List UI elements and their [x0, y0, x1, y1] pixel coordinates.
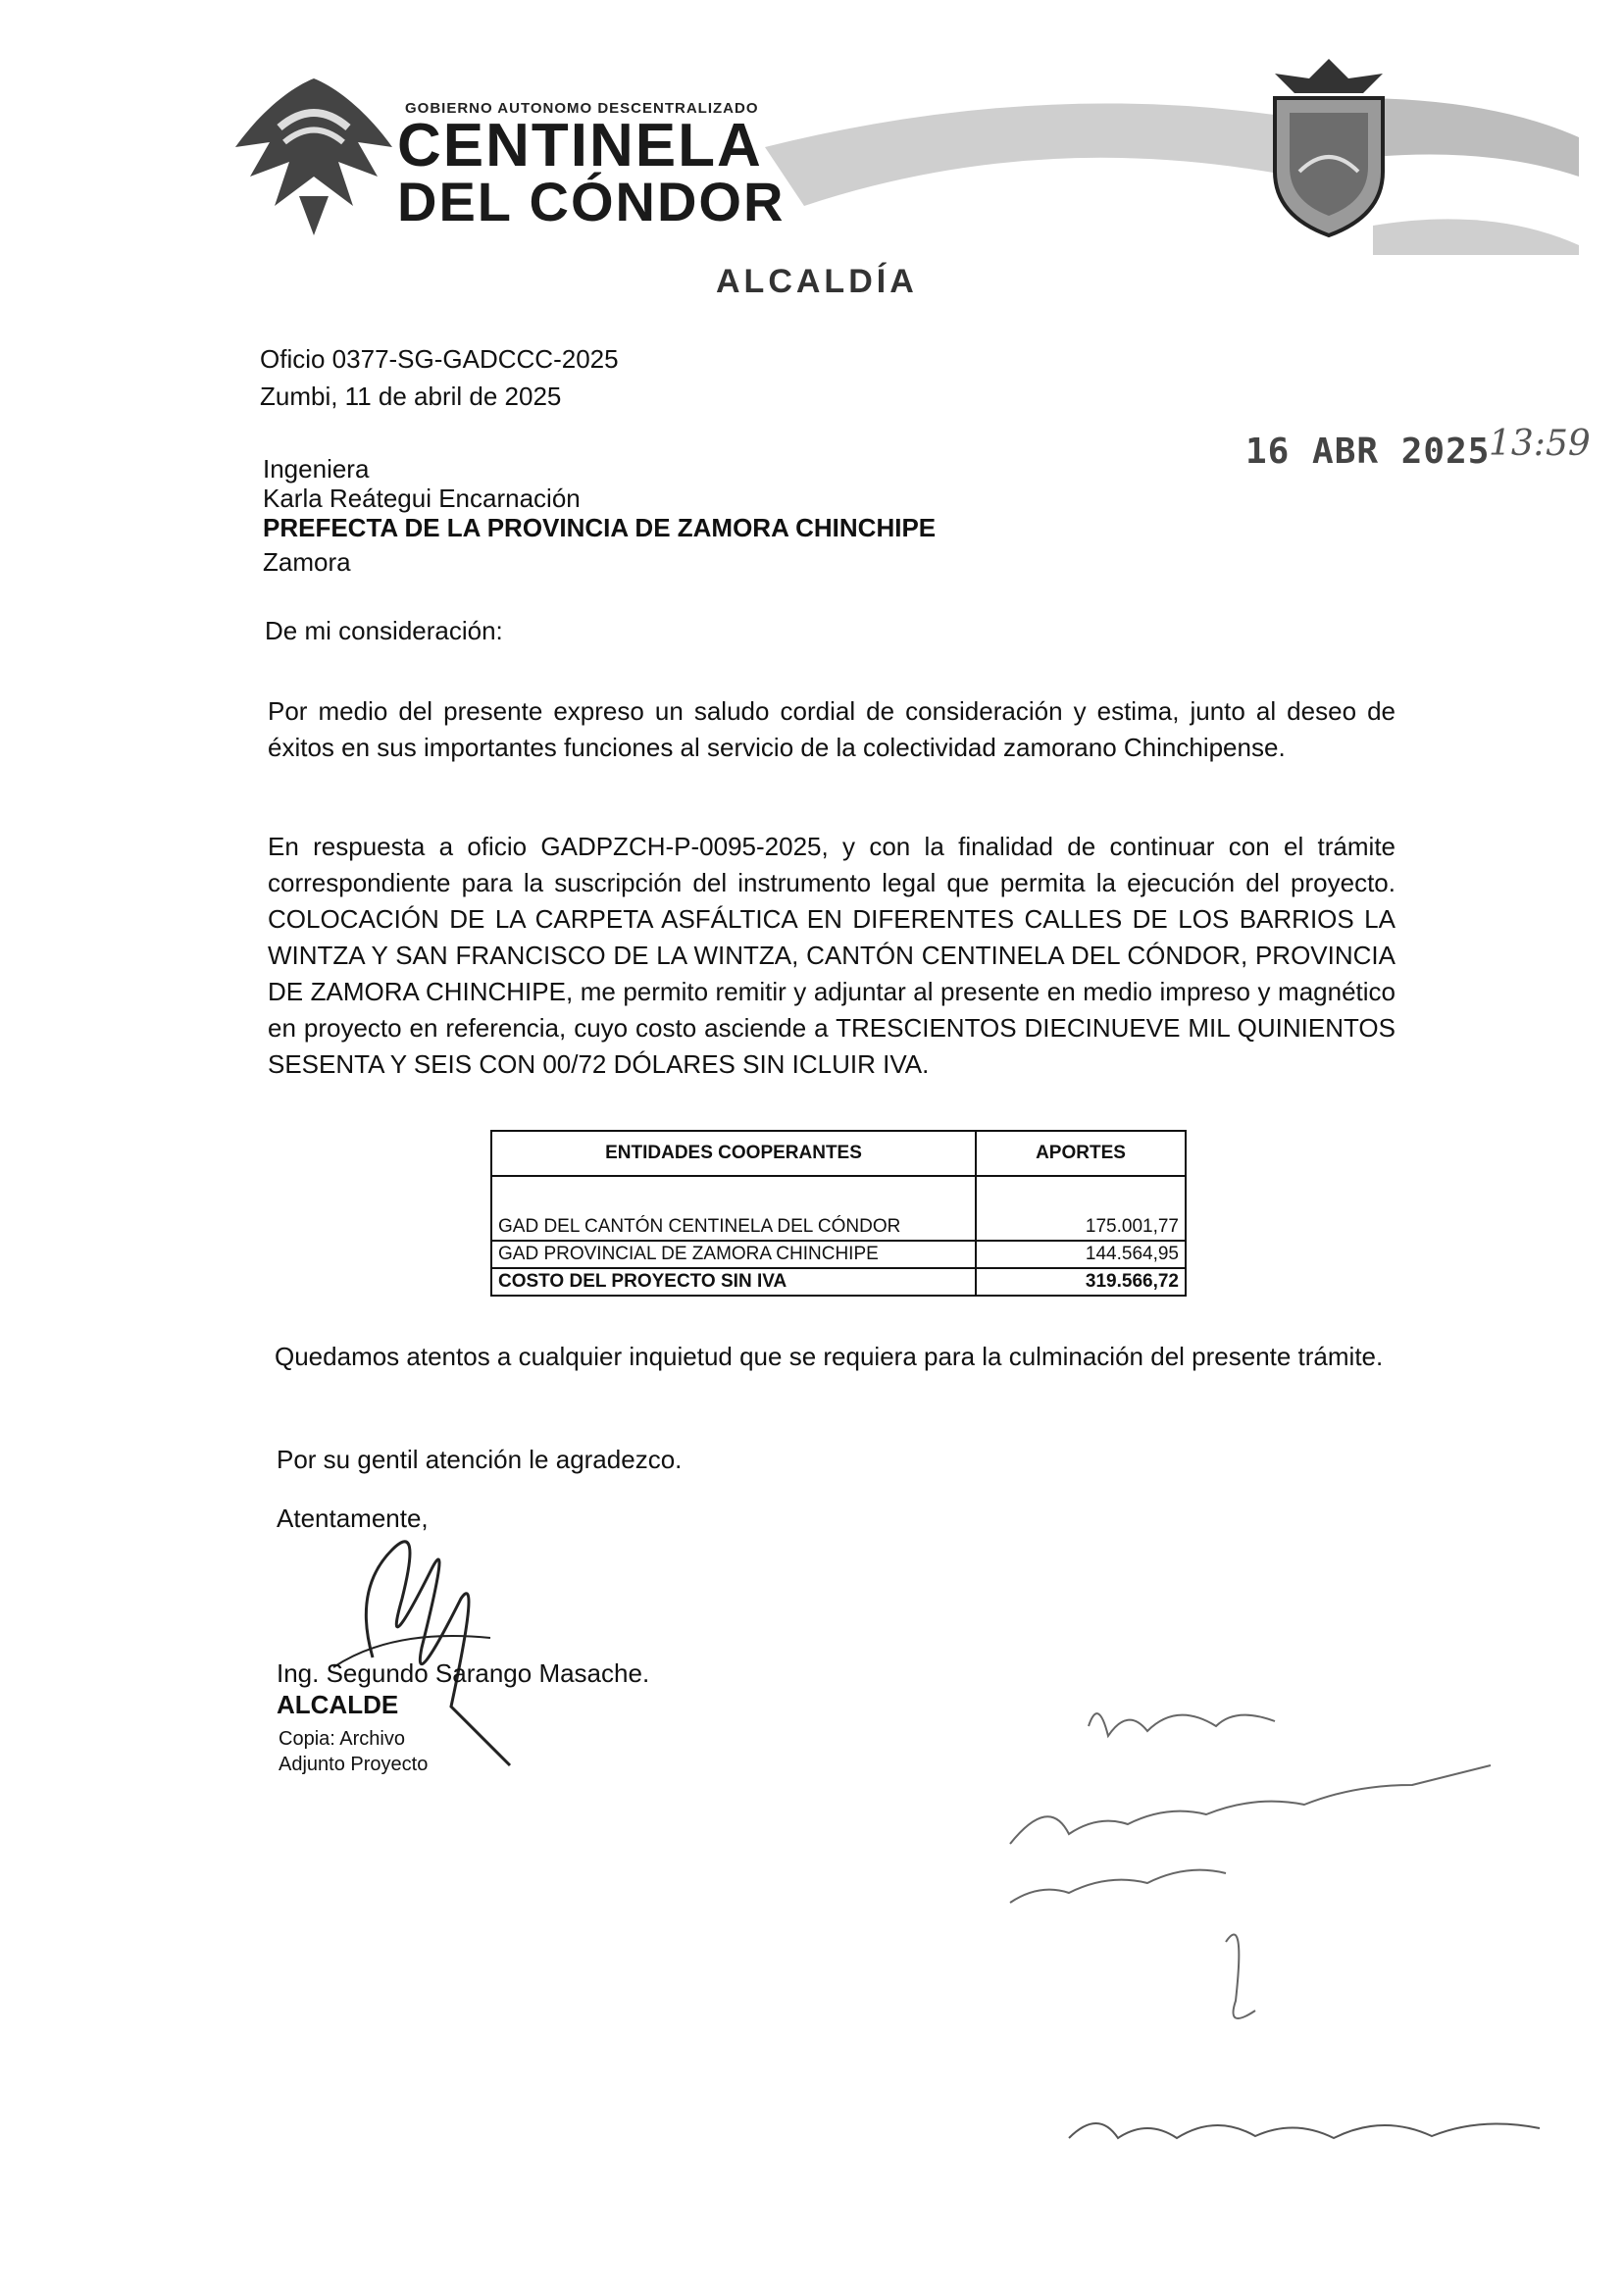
table-total-row	[491, 1268, 1186, 1296]
paragraph-4: Por su gentil atención le agradezco.	[277, 1445, 683, 1474]
paragraph-1: Por medio del presente expreso un saludo cordial de consideración y estima, junto al deseo de éxitos en sus importantes funciones al servicio de la colectividad zamorano Chinchipense.	[268, 696, 1396, 762]
letter-ref: Oficio 0377-SG-GADCCC-2025	[260, 344, 619, 374]
copy-note: Copia: Archivo	[279, 1728, 405, 1750]
table-header-amounts: APORTES	[976, 1131, 1186, 1176]
reception-stamp	[1177, 333, 1599, 588]
table-cell-amount: 175.001,77	[976, 1176, 1186, 1241]
coat-of-arms-icon	[1255, 54, 1402, 240]
section-title: ALCALDÍA	[716, 263, 918, 300]
header-name-line1: CENTINELA	[397, 112, 763, 179]
recipient-position: PREFECTA DE LA PROVINCIA DE ZAMORA CHINCHIPE	[263, 513, 937, 542]
signer-name: Ing. Segundo Sarango Masache.	[277, 1658, 650, 1688]
condor-logo-icon	[230, 69, 397, 240]
table-cell-entity: GAD DEL CANTÓN CENTINELA DEL CÓNDOR	[491, 1176, 976, 1241]
table-row	[491, 1176, 1186, 1241]
recipient-city: Zamora	[263, 547, 351, 577]
logo	[230, 69, 397, 240]
closing: Atentamente,	[277, 1504, 429, 1533]
table-row	[491, 1241, 1186, 1268]
table-cell-amount: 319.566,72	[976, 1268, 1186, 1296]
header-gov-line: GOBIERNO AUTONOMO DESCENTRALIZADO	[405, 100, 759, 117]
bottom-handwriting	[1059, 2099, 1549, 2158]
paragraph-2: En respuesta a oficio GADPZCH-P-0095-2025, y con la finalidad de continuar con el trámite correspondiente para la suscripción del instrumento legal que permita la ejecución del proyecto. COLOCACIÓN DE LA CARPETA ASFÁLTICA EN DIFERENTES CALLES DE LOS BARRIOS LA WINTZA Y SAN FRANCISCO DE LA WINTZA, CANTÓN CENTINELA DEL CÓNDOR, PROVINCIA DE ZAMORA CHINCHIPE, me permito remitir y adjuntar al presente en medio impreso y magnético en proyecto en referencia, cuyo costo asciende a TRESCIENTOS DIECINUEVE MIL QUINIENTOS SESENTA Y SEIS CON 00/72 DÓLARES SIN ICLUIR IVA.	[268, 832, 1396, 1079]
contributions-table	[490, 1130, 1187, 1297]
coat-of-arms	[1255, 54, 1402, 240]
attachment-note: Adjunto Proyecto	[279, 1754, 429, 1775]
salutation: De mi consideración:	[265, 616, 503, 645]
decorative-swoosh	[745, 59, 1589, 255]
stamp-date: 16 ABR 2025	[1245, 432, 1491, 472]
swoosh-graphic	[745, 59, 1589, 255]
table-cell-entity: GAD PROVINCIAL DE ZAMORA CHINCHIPE	[491, 1241, 976, 1268]
bottom-handwriting-scribble	[1059, 2099, 1549, 2158]
recipient-name: Karla Reátegui Encarnación	[263, 484, 581, 513]
signer-role: ALCALDE	[277, 1690, 399, 1719]
header-name-line2: DEL CÓNDOR	[397, 171, 786, 232]
recipient-title: Ingeniera	[263, 454, 370, 484]
letter-place-date: Zumbi, 11 de abril de 2025	[260, 382, 562, 411]
table-header-entities: ENTIDADES COOPERANTES	[491, 1131, 976, 1176]
table-header-row	[491, 1131, 1186, 1176]
paragraph-3: Quedamos atentos a cualquier inquietud que se requiera para la culminación del presente trámite.	[275, 1342, 1384, 1371]
handwriting-scribble	[981, 1677, 1530, 2050]
handwritten-annotation	[981, 1677, 1530, 2050]
stamp-time: 13:59	[1489, 424, 1591, 464]
table-cell-entity: COSTO DEL PROYECTO SIN IVA	[491, 1268, 976, 1296]
table-cell-amount: 144.564,95	[976, 1241, 1186, 1268]
